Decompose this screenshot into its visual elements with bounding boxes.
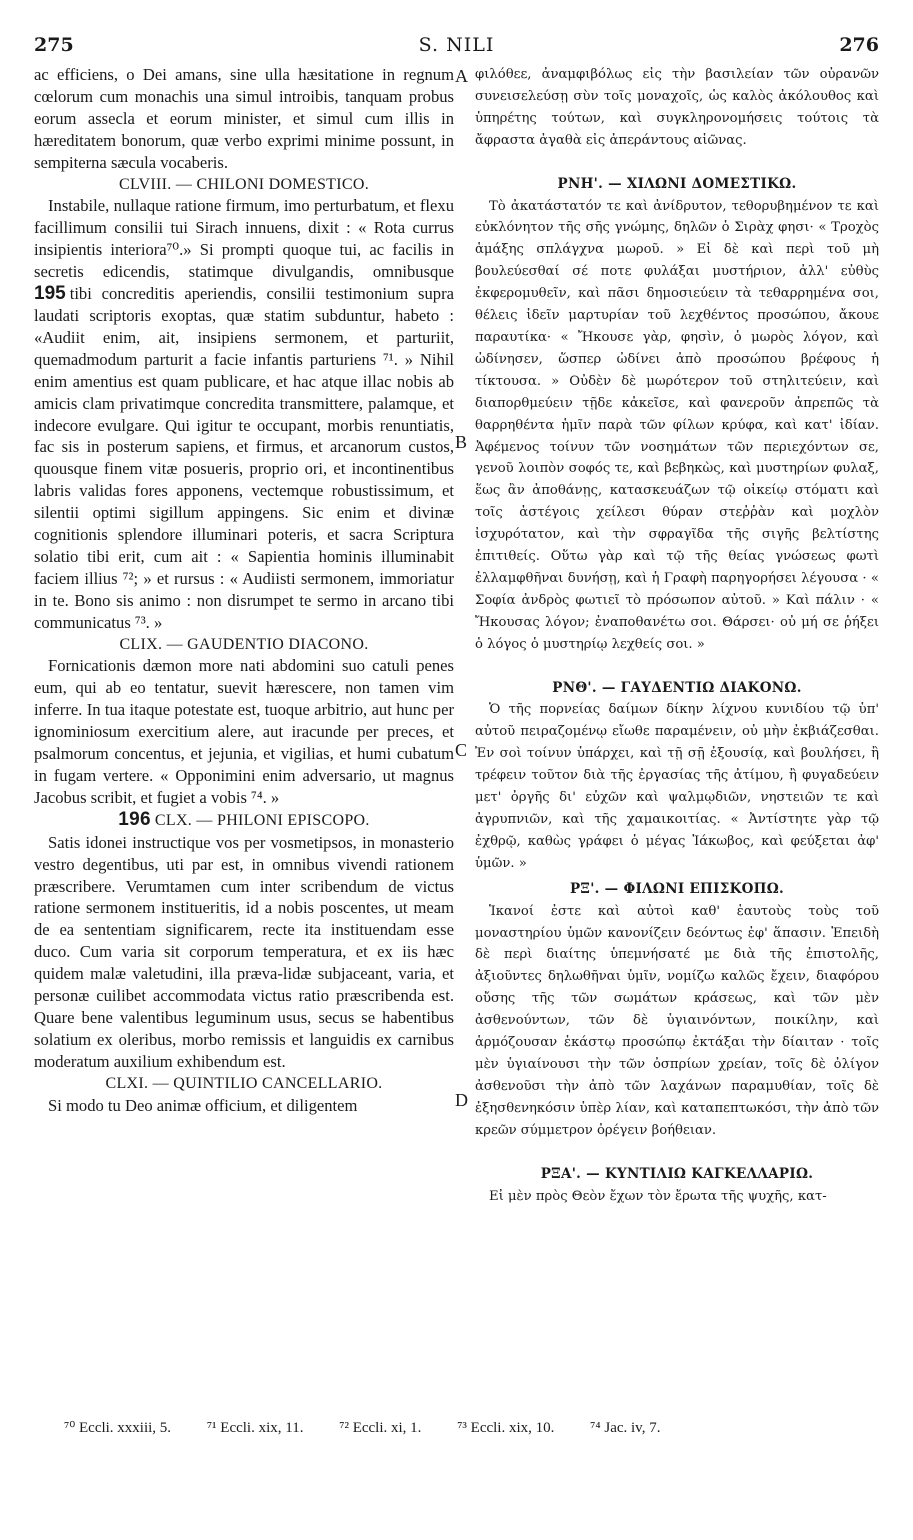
footnote: ⁷³ Eccli. xix, 10. [457,1420,555,1436]
footnotes [64,1418,824,1437]
right-page-number: 276 [839,34,879,56]
greek-letter-159-text: Ὁ τῆς πορνείας δαίμων δίκην λίχνου κυνιδίου τῷ ὑπ' αὐτοῦ πειραζομένῳ εἴωθε παραμένειν, οὐ μὴν ἐκβιάζεσθαι. Ἐν σοὶ τοίνυν ὑπάρχει, καὶ τῇ σῇ ἐξουσίᾳ, καὶ βουλήσει, ἢ τρέφειν τοῦτον διὰ τῆς ἐργασίας τῆς ἀτίμου, ἢ φυγαδεύειν μετ' ὀργῆς δι' εὐχῶν καὶ ψαλμῳδιῶν, νηστειῶν τε καὶ ἀγρυπνιῶν, καὶ τῆς χαμαικοιτίας. « Ἀντίστητε γὰρ τῷ ἐχθρῷ, καθὼς γράφει ὁ μέγας Ἰάκωβος, καὶ φεύξεται ἀφ' ὑμῶν. » [475,702,879,871]
greek-letter-161-title: ΡΞΑ'. — ΚΥΝΤΙΛΙΩ ΚΑΓΚΕΛΛΑΡΙΩ. [540,1165,814,1182]
margin-letter-b: B [455,432,468,452]
left-page-number: 275 [34,34,74,56]
page-header [34,34,879,60]
footnote: ⁷² Eccli. xi, 1. [339,1420,422,1436]
latin-letter-159-text: Fornicationis dæmon more nati abdomini suo catuli penes eum, qui ab eo tentatur, suevit hærescere, non tamen vim inferre. In tua itaque potestate est, tuoque arbitrio, aut hunc per ignominiosum exercitium alere, aut iracunde per preces, et psalmorum concentus, et jejunia, et vigilias, et humi cubatum in fugam vertere. « Opponimini enim adversario, ut magnus Jacobus scribit, et fugiet a vobis ⁷⁴. » [34,656,454,807]
latin-letter-158-text [34,195,454,633]
margin-letter-c: C [455,740,468,760]
footnote: ⁷⁴ Jac. iv, 7. [590,1420,661,1436]
footnote: ⁷¹ Eccli. xix, 11. [206,1420,304,1436]
footnote: ⁷⁰ Eccli. xxxiii, 5. [64,1420,172,1436]
greek-letter-160-title: ΡΞ'. — ΦΙΛΩΝΙ ΕΠΙΣΚΟΠΩ. [569,880,785,897]
latin-letter-158-title: CLVIII. — CHILONI DOMESTICO. [118,175,370,193]
greek-letter-158-title: ΡΝΗ'. — ΧΙΛΩΝΙ ΔΟΜΕΣΤΙΚΩ. [557,175,797,192]
latin-letter-160-title-line [34,809,454,832]
latin-column [34,64,454,1117]
latin-letter-160-text: Satis idonei instructique vos per vosmetipsos, in monasterio vestro degentibus, uti par est, in omnibus vivendi rationem præscribere. Verumtamen cum inter scribendum de victus ratione sermonem institueritis, id a nobis poscentes, ut meam de ea sententiam significarem, recte ita instituendam esse duco. Cum varia sit corporum temperatura, et ex iis hæc quidem malæ valetudini, illa præva-lidæ subjaceant, varia, et personæ cuilibet accommodata victus ratio præscribenda est. Quare bene valentibus leguminum usus, secus se habentibus solatium ex oleribus, morbo remissis et languidis ex carnibus moderatum auxilium exhibendum est. [34,832,454,1071]
margin-letter-d: D [455,1090,468,1110]
greek-column [475,64,879,1207]
latin-letter-159-title: CLIX. — GAUDENTIO DIACONO. [119,635,369,653]
greek-intro: φιλόθεε, ἀναμφιβόλως εἰς τὴν βασιλείαν τῶν οὐρανῶν συνεισελεύσῃ σὺν τοῖς μοναχοῖς, ὡς καλὸς ἀκόλουθος καὶ ὑπηρέτης τούτων, καὶ συγκληρονομήσεις τούτοις τὰ ἄφραστα ἀγαθὰ εἰς ἀπεράντους αἰῶνας. [475,67,879,148]
latin-letter-158-text-a: Instabile, nullaque ratione firmum, imo perturbatum, et flexu facillimum consilii tui Sirach innuens, dixit : « Rota currus insipientis interiora⁷⁰.» Si prompti quoque tui, ac facilis in secretis edicendis, statimque divulgandis, omnibusque [34,196,454,282]
greek-letter-159-title: ΡΝΘ'. — ΓΑΥΔΕΝΤΙΩ ΔΙΑΚΟΝΩ. [552,679,802,696]
greek-letter-160-text: Ἱκανοί ἐστε καὶ αὐτοὶ καθ' ἑαυτοὺς τοὺς τοῦ μοναστηρίου ὑμῶν κανονίζειν δεόντως ἐφ' ἅπασιν. Ἐπειδὴ δὲ περὶ διαίτης ὑπεμνήσατέ με διὰ τῆς ἐπιστολῆς, ἀξιοῦντες δηλωθῆναι ὑμῖν, νομίζω καλῶς ἔχειν, διαφόρου οὔσης τῆς τῶν σωμάτων κράσεως, καὶ τῶν μὲν ἀσθενούντων, τῶν δὲ ὑγιαινόντων, ποικίλην, καὶ ἁρμόζουσαν ἑκάστῳ προσώπῳ ἐκτάξαι τὴν δίαιταν · τοῖς μὲν ὑγιαίνουσι τὴν τῶν ὀσπρίων χρείαν, τοῖς δὲ ὀλίγον ἀσθενοῦσι τὴν ἀπὸ τῶν λαχάνων παραμυθίαν, τοῖς δὲ ἐξησθενηκόσιν ὑπὲρ λίαν, καὶ καταπεπτωκόσι, τὴν ἀπὸ τῶν κρεῶν σύμμετρον ὀρέγειν βοήθειαν. [475,903,879,1138]
column-number-195: 195 [34,283,66,305]
latin-letter-158-text-b: tibi concreditis aperiendis, consilii testimonium supra laudati scriptoris exoptas, quæ statim subduntur, habeto : «Audiit enim, ait, insipiens sermonem, et parturiit, quemadmodum parturit a facie infantis parturiens ⁷¹. » Nihil enim amentius est quam publicare, et hac atque illac nobis ab amicis clam privatimque concredita transmittere, palamque, et indecore evulgare. Qui igitur te occupant, morbis renuntiatis, fac sis in posterum sapiens, et firmus, et arcanorum custos, quousque finem vitæ posueris, proprio ori, et incontinentibus labris validas fores apponens, vectemque robustissimum, et silentii optimi sigillum appingens. Sic enim et divinæ cognitionis splendore illuminari poteris, et sacra Scriptura solatio tibi erit, cum ait : « Sapientia hominis illuminabit faciem illius ⁷²; » et rursus : « Audiisti sermonem, immoriatur in te. Bono sis animo : non disrumpet te sermo in arcano tibi communicatus ⁷³. » [34,284,454,632]
latin-letter-161-text: Si modo tu Deo animæ officium, et diligentem [48,1095,358,1115]
latin-intro: ac efficiens, o Dei amans, sine ulla hæsitatione in regnum cœlorum cum monachis una simul introibis, tanquam probus eorum assecla et eorum minister, et simul cum illis in hæreditatem bonorum, quæ verbo exprimi minime possunt, in sempiterna sæcula vocaberis. [34,65,454,172]
margin-letter-a: A [455,66,468,86]
column-number-196: 196 [118,808,151,830]
running-title: S. NILI [418,34,495,56]
greek-letter-158-text: Τὸ ἀκατάστατόν τε καὶ ἀνίδρυτον, τεθορυβημένον τε καὶ εὐκλόνητον τῆς σῆς γνώμης, δηλῶν ὁ Σιρὰχ φησι· « Τροχὸς ἁμάξης σπλάγχνα μωροῦ. » Εἰ δὲ καὶ περὶ τοῦ μὴ βουλεύεσθαί σέ ποτε φυλάξαι μυστήριον, ἀλλ' εὐθὺς ἐκφερομυθεῖν, καὶ πᾶσι δημοσιεύειν τὰ τεθαρρημένα σοι, θέλεις ἰδεῖν μαρτυρίαν τοῦ λεχθέντος προσώπου, ἄκουε παραυτίκα· « Ἤκουσε γὰρ, φησὶν, ὁ μωρὸς λόγον, καὶ ὠδίνησεν, ὥσπερ ὠδίνει ἀπὸ προσώπου βρέφους ἡ τίκτουσα. » Οὐδὲν δὲ μωρότερον τοῦ στηλιτεύειν, καὶ διαπορθμεύειν τῇδε κἀκεῖσε, καὶ φανεροῦν ἀπρεπῶς τὰ θαρρηθέντα ἡμῖν παρὰ τῶν φίλων κρύφα, καὶ κατ' ἰδίαν. Ἀφέμενος τοίνυν τῶν νοσημάτων τῶν περιεχόντων σε, γενοῦ λοιπὸν σοφός τε, καὶ βεβηκὼς, καὶ μυστηρίων φυλαξ, ἕως ἂν ἀποθάνῃς, κατασκευάζων τῷ οἰκείῳ στόματι καὶ τοῖς ἀστέγοις χείλεσι θύραν στεῤῥὰν καὶ μοχλὸν ἰσχυρότατον, καὶ τὴν σφραγῖδα τῆς σιγῆς βελτίστης ἐπιτιθείς. Οὕτω γὰρ καὶ τῷ τῆς θείας γνώσεως φωτὶ ἐλλαμφθῆναι δυνήσῃ, καὶ ἡ Γραφὴ παρηγορήσει λέγουσα · « Σοφία ἀνδρὸς φωτιεῖ τὸ πρόσωπον αὐτοῦ. » Καὶ πάλιν · « Ἤκουσας λόγον; ἐναποθανέτω σοι. Θάρσει· οὐ μή σε ῥήξει ὁ λόγος ὁ μυστηρίῳ λεχθείς σοι. » [475,198,879,652]
greek-letter-161-text: Εἰ μὲν πρὸς Θεὸν ἔχων τὸν ἔρωτα τῆς ψυχῆς, κατ- [489,1188,827,1204]
latin-letter-160-title: CLX. — PHILONI EPISCOPO. [154,811,370,829]
latin-letter-161-title: CLXI. — QUINTILIO CANCELLARIO. [105,1074,383,1092]
